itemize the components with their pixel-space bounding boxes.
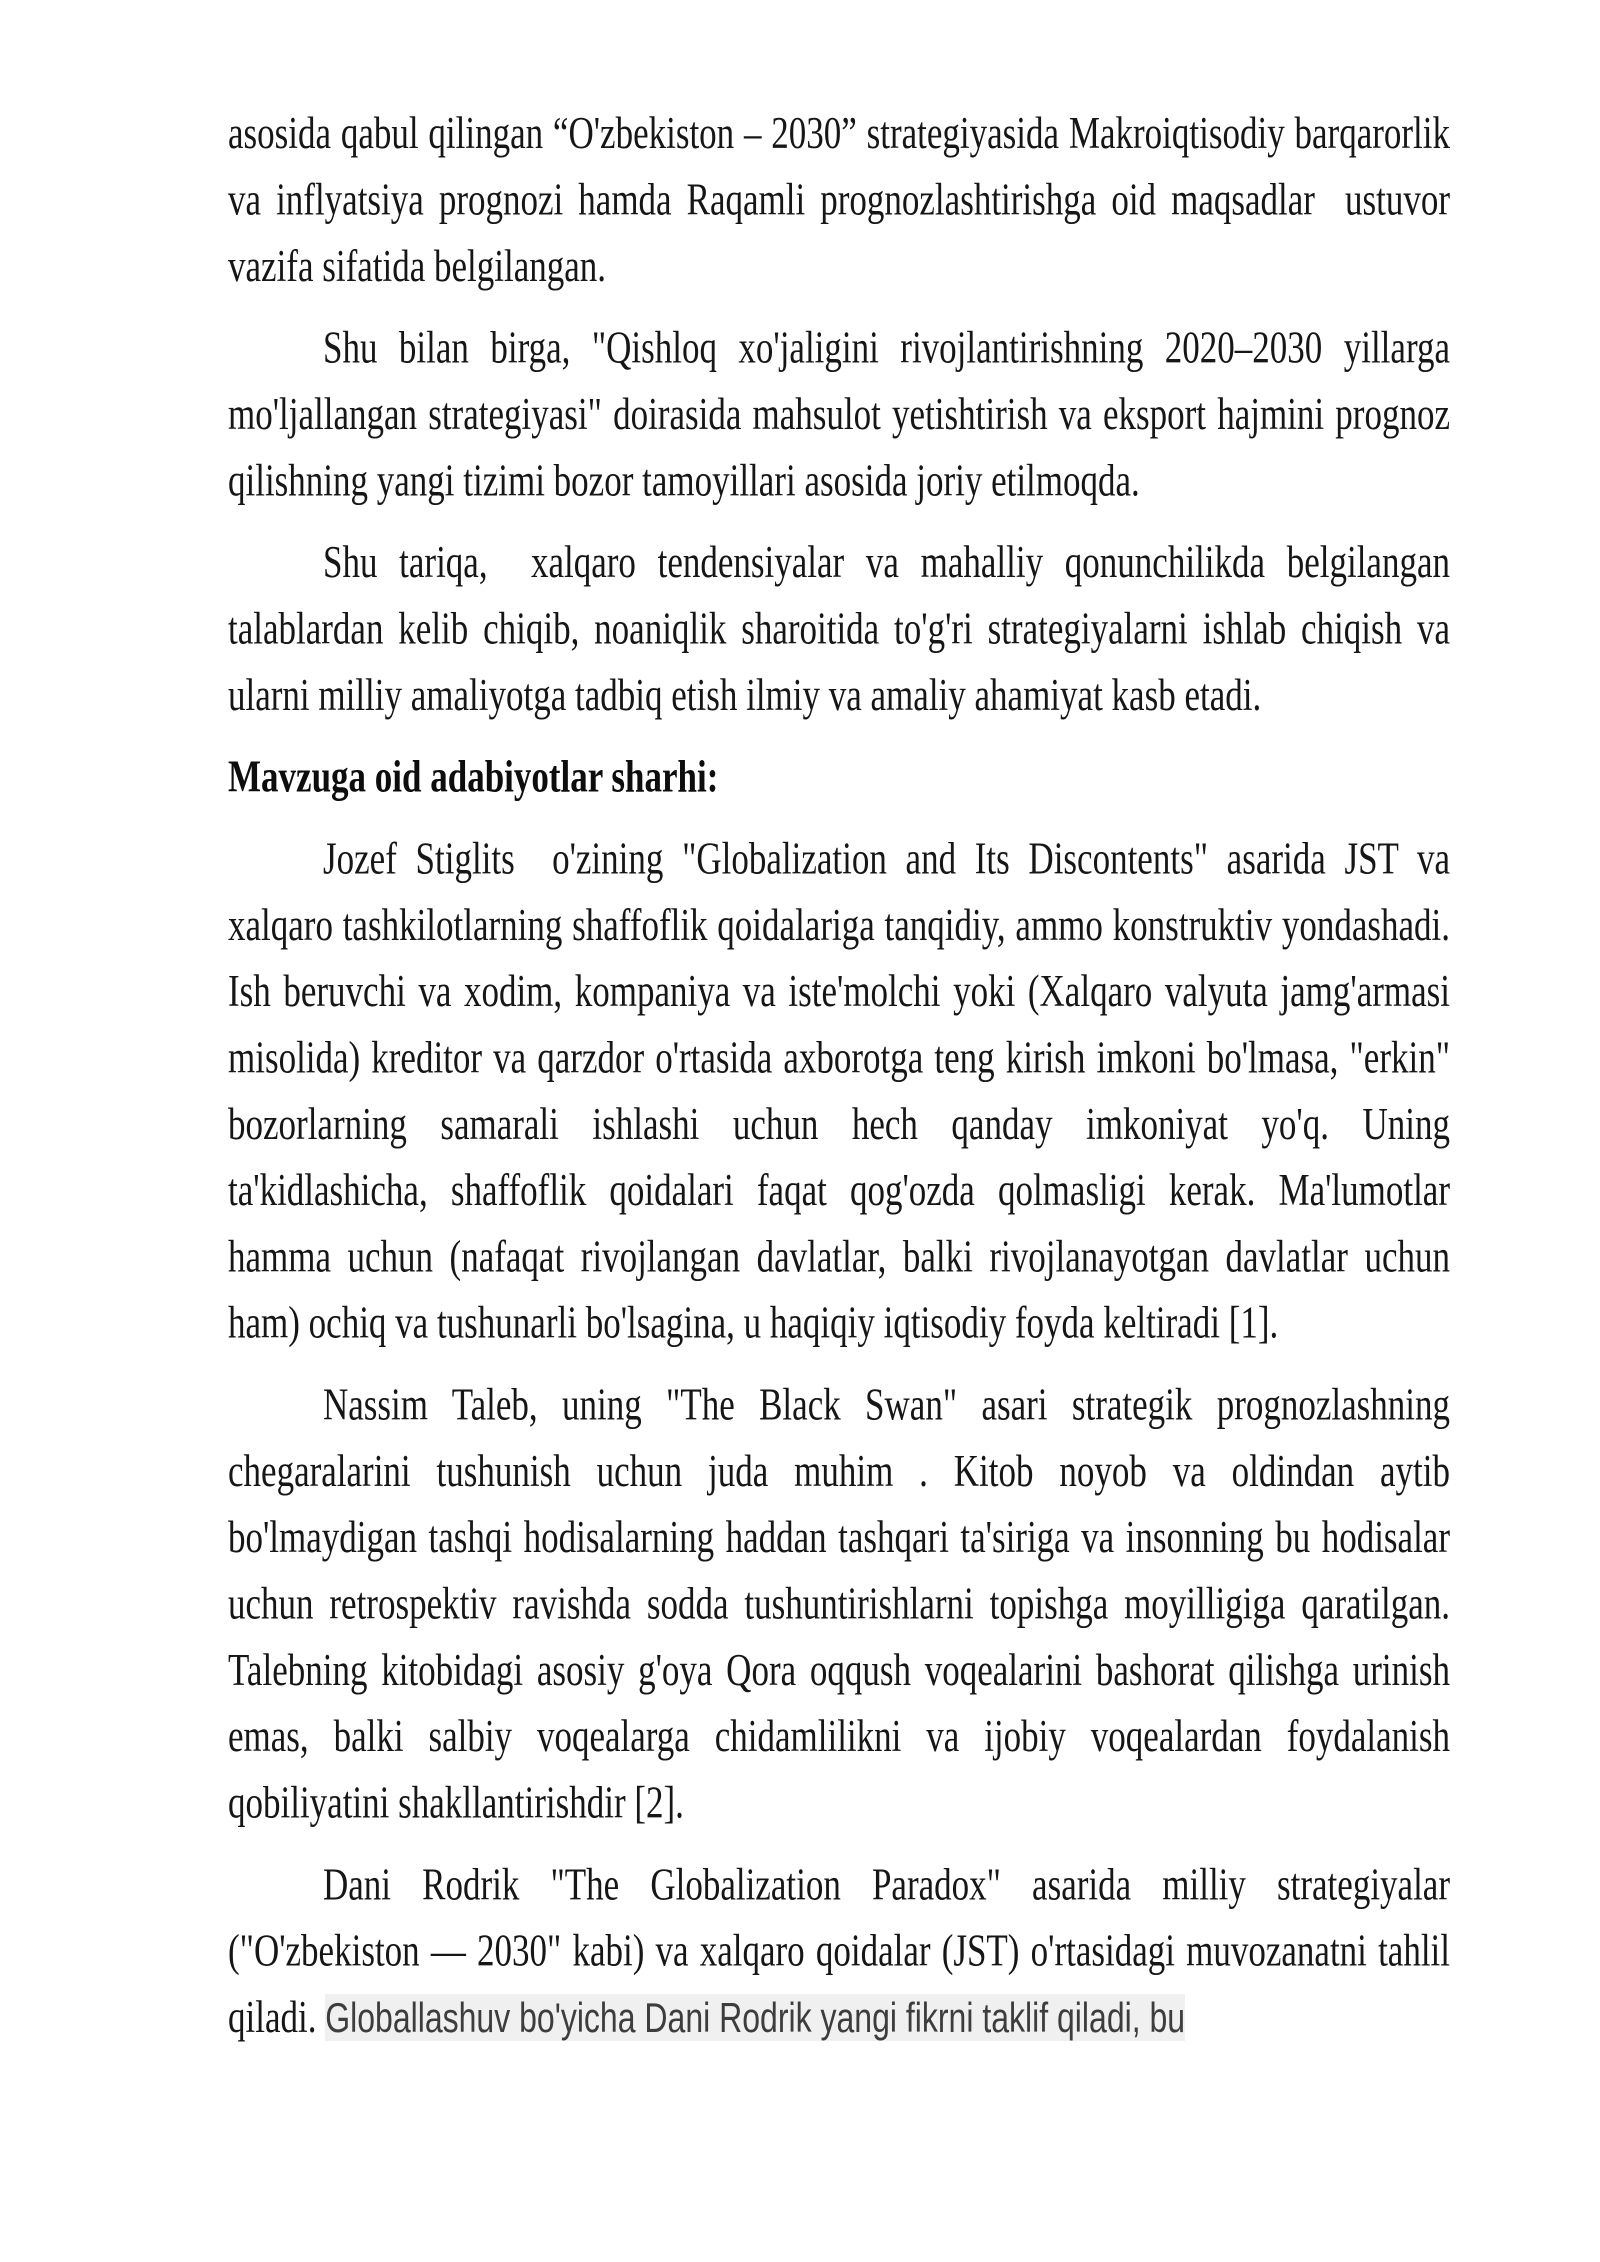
section-heading: Mavzuga oid adabiyotlar sharhi: [228, 751, 719, 803]
paragraph-text: Nassim Taleb, uning "The Black Swan" asari strategik prognozlashning chegaralarini tushunish uchun juda muhim . Kitob noyob va oldindan aytib bo'lmaydigan tashqi hodisalarning haddan tashqari ta'siriga va insonning bu hodisalar uchun retrospektiv ravishda sodda tushuntirishlarni topishga moyilligiga qaratilgan. Talebning kitobidagi asosiy g'oya Qora oqqush voqealarini bashorat qilishga urinish emas, balki salbiy voqealarga chidamlilikni va ijobiy voqealardan foydalanish qobiliyatini shakllantirishdir [2]. [228, 1379, 1450, 1828]
paragraph [228, 100, 1450, 299]
paragraph [228, 826, 1450, 1356]
highlighted-text: Globallashuv bo'yicha Dani Rodrik yangi fikrni taklif qiladi, bu [325, 1994, 1186, 2041]
paragraph [228, 1372, 1450, 1836]
paragraph-text: Shu tariqa, xalqaro tendensiyalar va mahalliy qonunchilikda belgilangan talablardan kelib chiqib, noaniqlik sharoitida to'g'ri strategiyalarni ishlab chiqish va ularni milliy amaliyotga tadbiq etish ilmiy va amaliy ahamiyat kasb etadi. [228, 536, 1450, 721]
paragraph-text: Dani Rodrik "The Globalization Paradox" asarida milliy strategiyalar ("O'zbekiston — 2030" kabi) va xalqaro qoidalar (JST) o'rtasidagi muvozanatni tahlil qiladi. [228, 1858, 1450, 2043]
paragraph [228, 1851, 1450, 2051]
paragraph [228, 529, 1450, 728]
paragraph [228, 315, 1450, 514]
paragraph-text: Jozef Stiglits o'zining "Globalization and Its Discontents" asarida JST va xalqaro tashkilotlarning shaffoflik qoidalariga tanqidiy, ammo konstruktiv yondashadi. Ish beruvchi va xodim, kompaniya va iste'molchi yoki (Xalqaro valyuta jamg'armasi misolida) kreditor va qarzdor o'rtasida axborotga teng kirish imkoni bo'lmasa, "erkin" bozorlarning samarali ishlashi uchun hech qanday imkoniyat yo'q. Uning ta'kidlashicha, shaffoflik qoidalari faqat qog'ozda qolmasligi kerak. Ma'lumotlar hamma uchun (nafaqat rivojlangan davlatlar, balki rivojlanayotgan davlatlar uchun ham) ochiq va tushunarli bo'lsagina, u haqiqiy iqtisodiy foyda keltiradi [1]. [228, 833, 1450, 1349]
paragraph-text: Shu bilan birga, "Qishloq xo'jaligini rivojlantirishning 2020–2030 yillarga mo'ljallangan strategiyasi" doirasida mahsulot yetishtirish va eksport hajmini prognoz qilishning yangi tizimi bozor tamoyillari asosida joriy etilmoqda. [228, 322, 1450, 506]
paragraph-text: asosida qabul qilingan “O'zbekiston – 2030” strategiyasida Makroiqtisodiy barqarorlik va inflyatsiya prognozi hamda Raqamli prognozlashtirishga oid maqsadlar ustuvor vazifa sifatida belgilangan. [228, 107, 1450, 292]
document-body [228, 100, 1450, 2051]
